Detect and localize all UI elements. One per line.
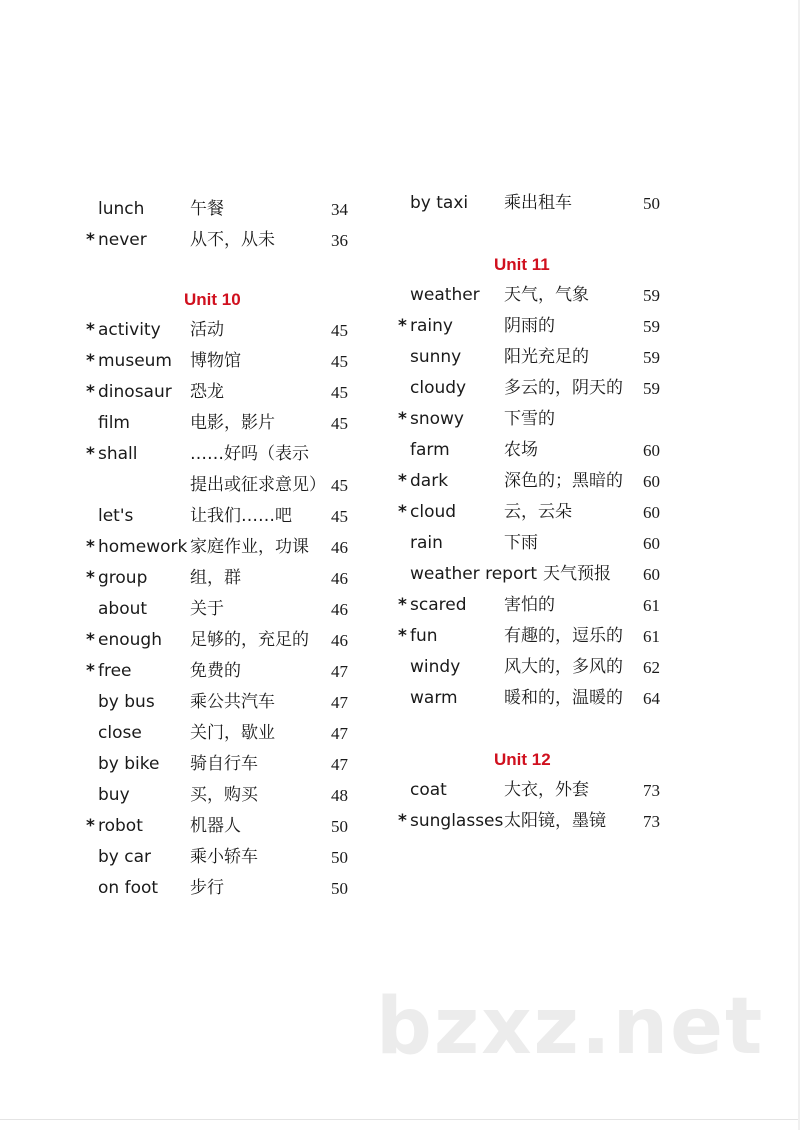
entry-page-number: 45 xyxy=(331,414,348,433)
vocab-entry xyxy=(86,194,366,225)
entry-star-marker: * xyxy=(86,630,95,650)
vocab-entry xyxy=(398,280,668,311)
vocab-entry xyxy=(86,687,366,718)
entry-english-word: sunglasses xyxy=(410,811,504,831)
entry-chinese-meaning: 机器人 xyxy=(190,816,241,836)
entry-page-number: 46 xyxy=(331,600,348,619)
entry-chinese-meaning: 乘出租车 xyxy=(504,193,572,213)
vocab-entry xyxy=(86,408,366,439)
entry-star-marker: * xyxy=(86,444,95,464)
entry-chinese-meaning: 太阳镜，墨镜 xyxy=(504,811,606,831)
entry-page-number: 60 xyxy=(643,441,660,460)
entry-english-word: shall xyxy=(98,444,138,464)
entry-star-marker: * xyxy=(86,816,95,836)
entry-english-word: activity xyxy=(98,320,161,340)
entry-page-number: 45 xyxy=(331,507,348,526)
entry-chinese-meaning: 步行 xyxy=(190,878,224,898)
entry-english-word: buy xyxy=(98,785,130,805)
entry-chinese-meaning: 免费的 xyxy=(190,661,241,681)
entry-star-marker: * xyxy=(86,320,95,340)
vocab-entry xyxy=(398,311,668,342)
vocab-entry xyxy=(398,652,668,683)
entry-chinese-meaning: 天气，气象 xyxy=(504,285,589,305)
entry-page-number: 46 xyxy=(331,569,348,588)
vocab-entry xyxy=(86,377,366,408)
vocab-entry xyxy=(86,594,366,625)
entry-chinese-meaning: 阴雨的 xyxy=(504,316,555,336)
entry-english-word: about xyxy=(98,599,148,619)
vocab-entry xyxy=(86,346,366,377)
entry-chinese-meaning: 云，云朵 xyxy=(504,502,572,522)
entry-page-number: 34 xyxy=(331,200,348,219)
entry-chinese-meaning: 关门，歇业 xyxy=(190,723,275,743)
entry-chinese-meaning: 家庭作业，功课 xyxy=(190,537,309,557)
unit-heading: Unit 12 xyxy=(494,750,551,769)
vocab-entry xyxy=(86,656,366,687)
entry-page-number: 64 xyxy=(643,689,660,708)
entry-chinese-meaning: 让我们……吧 xyxy=(190,506,292,526)
entry-chinese-meaning: 骑自行车 xyxy=(190,754,258,774)
vocab-entry xyxy=(86,811,366,842)
vocab-entry xyxy=(86,718,366,749)
entry-star-marker: * xyxy=(86,230,95,250)
entry-english-word: by bus xyxy=(98,692,155,712)
entry-english-word: dark xyxy=(410,471,449,491)
entry-star-marker: * xyxy=(86,537,95,557)
vocab-entry xyxy=(86,563,366,594)
entry-page-number: 45 xyxy=(331,383,348,402)
entry-page-number: 59 xyxy=(643,348,660,367)
entry-chinese-meaning: ……好吗（表示 xyxy=(190,444,309,464)
entry-page-number: 61 xyxy=(643,596,660,615)
entry-english-word: robot xyxy=(98,816,143,836)
entry-chinese-meaning: 电影，影片 xyxy=(190,413,275,433)
vocab-entry xyxy=(398,342,668,373)
entry-star-marker: * xyxy=(86,568,95,588)
entry-page-number: 50 xyxy=(331,879,348,898)
entry-english-word: rain xyxy=(410,533,443,553)
vocab-entry xyxy=(398,435,668,466)
entry-page-number: 47 xyxy=(331,755,348,774)
entry-english-word: homework xyxy=(98,537,188,557)
vocabulary-column-right xyxy=(398,188,668,837)
vocab-entry xyxy=(86,842,366,873)
entry-star-marker: * xyxy=(398,316,407,336)
entry-chinese-meaning: 大衣，外套 xyxy=(504,780,589,800)
vocab-entry xyxy=(398,683,668,714)
entry-chinese-meaning: 买，购买 xyxy=(190,785,258,805)
vocab-entry xyxy=(86,625,366,656)
entry-page-number: 48 xyxy=(331,786,348,805)
entry-chinese-meaning: 博物馆 xyxy=(190,351,241,371)
vocab-entry xyxy=(86,225,366,256)
entry-chinese-meaning: 多云的，阴天的 xyxy=(504,378,623,398)
entry-english-word: on foot xyxy=(98,878,159,898)
page-bottom-divider xyxy=(0,1119,800,1120)
entry-star-marker: * xyxy=(86,661,95,681)
vocab-entry xyxy=(398,528,668,559)
entry-page-number: 60 xyxy=(643,503,660,522)
entry-chinese-meaning: 风大的，多风的 xyxy=(504,657,623,677)
entry-english-word: by bike xyxy=(98,754,160,774)
entry-page-number: 59 xyxy=(643,317,660,336)
entry-english-word: close xyxy=(98,723,142,743)
entry-chinese-meaning: 关于 xyxy=(190,599,224,619)
entry-page-number: 73 xyxy=(643,812,660,831)
entry-english-word: cloudy xyxy=(410,378,467,398)
unit-heading: Unit 10 xyxy=(184,290,241,309)
entry-page-number: 61 xyxy=(643,627,660,646)
entry-page-number: 45 xyxy=(331,352,348,371)
entry-english-word: group xyxy=(98,568,148,588)
entry-chinese-meaning: 午餐 xyxy=(190,199,224,219)
entry-page-number: 60 xyxy=(643,534,660,553)
entry-star-marker: * xyxy=(398,409,407,429)
entry-english-word: dinosaur xyxy=(98,382,172,402)
entry-english-word: never xyxy=(98,230,147,250)
entry-chinese-meaning: 有趣的，逗乐的 xyxy=(504,626,623,646)
vocab-entry xyxy=(398,466,668,497)
entry-page-number: 50 xyxy=(331,817,348,836)
entry-english-word: film xyxy=(98,413,130,433)
vocab-entry xyxy=(398,373,668,404)
vocab-entry xyxy=(398,775,668,806)
entry-chinese-meaning: 下雪的 xyxy=(504,409,555,429)
vocab-entry xyxy=(398,559,668,590)
entry-english-word: weather xyxy=(410,285,480,305)
entry-chinese-meaning: 暖和的，温暖的 xyxy=(504,688,623,708)
entry-star-marker: * xyxy=(398,595,407,615)
entry-english-word: coat xyxy=(410,780,447,800)
entry-page-number: 59 xyxy=(643,286,660,305)
entry-page-number: 45 xyxy=(331,476,348,495)
vocab-entry xyxy=(86,470,366,501)
vocab-entry xyxy=(398,621,668,652)
entry-chinese-meaning: 农场 xyxy=(504,440,538,460)
entry-chinese-meaning: 阳光充足的 xyxy=(504,347,589,367)
vocab-entry xyxy=(398,497,668,528)
entry-page-number: 47 xyxy=(331,662,348,681)
entry-english-word: lunch xyxy=(98,199,145,219)
vocab-entry xyxy=(86,501,366,532)
entry-page-number: 47 xyxy=(331,724,348,743)
entry-english-word: sunny xyxy=(410,347,462,367)
vocab-entry xyxy=(398,188,668,219)
entry-page-number: 47 xyxy=(331,693,348,712)
watermark-logo: bzxz.net xyxy=(376,982,765,1072)
entry-page-number: 36 xyxy=(331,231,348,250)
vocab-entry xyxy=(398,404,668,435)
entry-english-word: free xyxy=(98,661,132,681)
entry-chinese-meaning: 天气预报 xyxy=(543,564,611,584)
entry-star-marker: * xyxy=(86,351,95,371)
entry-chinese-meaning: 足够的，充足的 xyxy=(190,630,309,650)
entry-page-number: 50 xyxy=(643,194,660,213)
entry-page-number: 60 xyxy=(643,565,660,584)
entry-english-word: by taxi xyxy=(410,193,469,213)
entry-english-word: snowy xyxy=(410,409,464,429)
entry-chinese-meaning: 活动 xyxy=(190,320,224,340)
entry-english-word: cloud xyxy=(410,502,457,522)
entry-page-number: 46 xyxy=(331,538,348,557)
entry-star-marker: * xyxy=(398,626,407,646)
entry-english-word: fun xyxy=(410,626,438,646)
entry-page-number: 45 xyxy=(331,321,348,340)
entry-english-word: weather report xyxy=(410,564,537,584)
entry-page-number: 50 xyxy=(331,848,348,867)
vocabulary-column-left xyxy=(86,194,366,904)
entry-page-number: 73 xyxy=(643,781,660,800)
vocab-entry xyxy=(86,439,366,470)
entry-chinese-meaning: 下雨 xyxy=(504,533,538,553)
entry-chinese-meaning: 深色的；黑暗的 xyxy=(504,471,623,491)
entry-english-word: scared xyxy=(410,595,467,615)
entry-chinese-meaning: 从不，从未 xyxy=(190,230,275,250)
entry-page-number: 60 xyxy=(643,472,660,491)
entry-english-word: let's xyxy=(98,506,134,526)
entry-english-word: warm xyxy=(410,688,458,708)
vocab-entry xyxy=(398,590,668,621)
entry-chinese-meaning: 害怕的 xyxy=(504,595,555,615)
entry-english-word: windy xyxy=(410,657,461,677)
entry-english-word: by car xyxy=(98,847,152,867)
entry-star-marker: * xyxy=(398,811,407,831)
entry-page-number: 62 xyxy=(643,658,660,677)
entry-english-word: rainy xyxy=(410,316,453,336)
vocab-entry xyxy=(86,873,366,904)
entry-star-marker: * xyxy=(86,382,95,402)
entry-chinese-meaning: 组，群 xyxy=(190,568,241,588)
unit-heading: Unit 11 xyxy=(494,255,550,274)
vocab-entry xyxy=(398,806,668,837)
vocab-entry xyxy=(86,532,366,563)
entry-page-number: 46 xyxy=(331,631,348,650)
entry-star-marker: * xyxy=(398,502,407,522)
entry-english-word: enough xyxy=(98,630,162,650)
entry-english-word: farm xyxy=(410,440,450,460)
vocab-entry xyxy=(86,780,366,811)
entry-chinese-meaning: 恐龙 xyxy=(190,382,224,402)
entry-chinese-meaning: 乘小轿车 xyxy=(190,847,258,867)
entry-star-marker: * xyxy=(398,471,407,491)
entry-chinese-meaning: 乘公共汽车 xyxy=(190,692,275,712)
entry-page-number: 59 xyxy=(643,379,660,398)
entry-chinese-meaning: 提出或征求意见） xyxy=(190,475,326,495)
entry-english-word: museum xyxy=(98,351,172,371)
vocab-entry xyxy=(86,315,366,346)
vocab-entry xyxy=(86,749,366,780)
